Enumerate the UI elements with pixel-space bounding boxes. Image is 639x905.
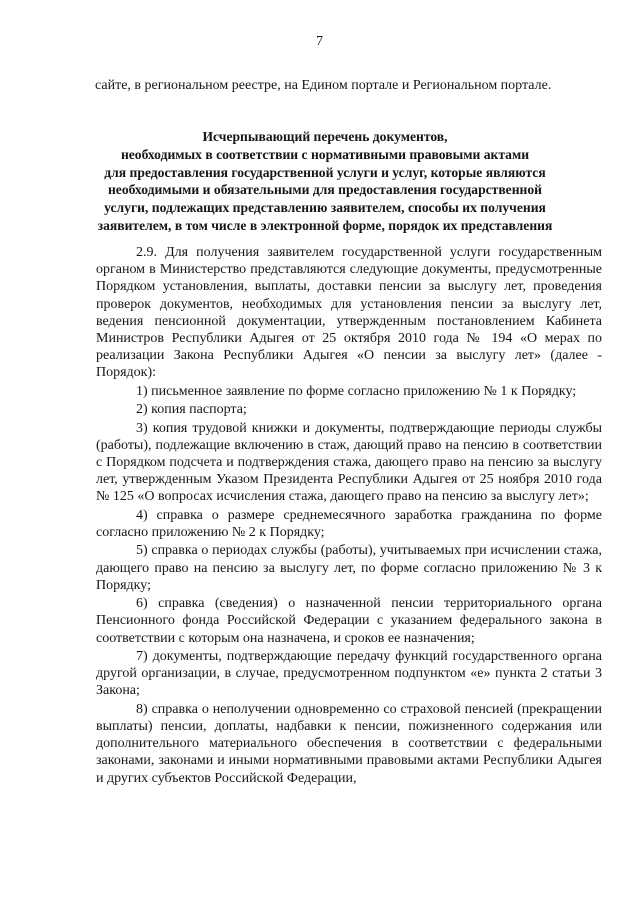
heading-line: заявителем, в том числе в электронной форме, порядок их представления [97,217,553,233]
page-number: 7 [316,34,323,49]
list-item-3: 3) копия трудовой книжки и документы, подтверждающие периоды службы (работы), подлежащие включению в стаж, дающий право на пенсию в соответствии с Порядком подсчета и подтверждения стажа, дающего право на пенсию за выслугу лет, утвержденным Указом Президента Республики Адыгея от 25 ноября 2010 года № 125 «О вопросах исчисления стажа, дающего право на пенсию за выслугу лет»; [96,420,602,505]
continuation-line: сайте, в региональном реестре, на Едином портале и Региональном портале. [95,78,552,93]
list-item-2: 2) копия паспорта; [136,402,247,418]
list-item-7: 7) документы, подтверждающие передачу функций государственного органа другой организации, в случае, предусмотренном подпунктом «е» пункта 2 статьи 3 Закона; [96,648,602,699]
heading-line: для предоставления государственной услуги и услуг, которые являются [104,164,546,180]
list-item-1: 1) письменное заявление по форме согласно приложению № 1 к Порядку; [136,383,577,399]
document-body [96,244,602,788]
heading-line: необходимыми и обязательными для предоставления государственной [107,182,543,198]
list-item-4: 4) справка о размере среднемесячного заработка гражданина по форме согласно приложению № 2 к Порядку; [96,507,602,540]
heading-line: необходимых в соответствии с нормативными правовыми актами [120,146,530,162]
section-heading [90,128,560,235]
list-item-5: 5) справка о периодах службы (работы), учитываемых при исчислении стажа, дающего право на пенсию за выслугу лет, по форме согласно приложению № 3 к Порядку; [96,543,602,593]
heading-line: Исчерпывающий перечень документов, [202,129,448,144]
heading-line: услуги, подлежащих представлению заявителем, способы их получения [104,200,546,216]
list-item-8: 8) справка о неполучении одновременно со страховой пенсией (прекращении выплаты) пенсии, доплаты, надбавки к пенсии, пожизненного содержания или дополнительного материального обеспечения в соответствии с федеральными законами, законами и иными нормативными правовыми актами Республики Адыгея и других субъектов Российской Федерации, [96,701,602,786]
paragraph-2-9: 2.9. Для получения заявителем государственной услуги государственным органом в Министерство представляются следующие документы, предусмотренные Порядком установления, выплаты, доставки пенсии за выслугу лет, проведения проверок документов, необходимых для установления пенсии за выслугу лет, ведения пенсионной документации, утвержденным постановлением Кабинета Министров Республики Адыгея от 25 октября 2010 года № 194 «О мерах по реализации Закона Республики Адыгея «О пенсии за выслугу лет» (далее - Порядок): [96,245,602,381]
list-item-6: 6) справка (сведения) о назначенной пенсии территориального органа Пенсионного фонда Российской Федерации с указанием федерального закона в соответствии с которым она назначена, и сроков ее назначения; [96,596,602,646]
